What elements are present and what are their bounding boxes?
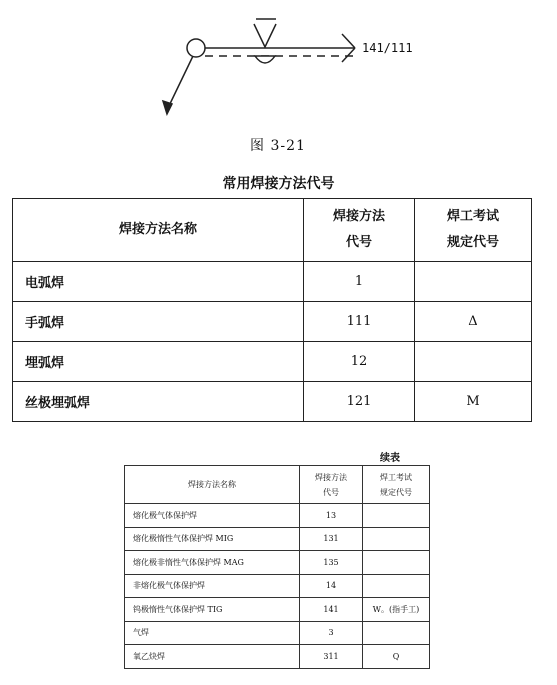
v-groove-symbol	[254, 24, 276, 47]
cell-code: 3	[300, 621, 363, 645]
all-around-circle	[187, 39, 205, 57]
table-row	[125, 598, 430, 622]
cell-code: 135	[300, 551, 363, 575]
header-line: 焊工考试	[446, 209, 499, 224]
table-row	[125, 621, 430, 645]
header-method-code	[300, 466, 363, 504]
cell-code: 311	[300, 645, 363, 669]
table-header-row	[13, 199, 532, 262]
cell-method: 埋弧焊	[13, 342, 304, 382]
header-line: 焊接方法	[332, 209, 385, 224]
header-line: 焊工考试	[380, 472, 412, 482]
figure-caption: 图 3-21	[250, 138, 306, 154]
header-line: 代号	[345, 235, 372, 250]
weld-symbol-drawing	[0, 0, 557, 130]
cell-exam-code: Q	[363, 645, 430, 669]
continued-label: 续表	[380, 453, 400, 464]
cell-exam-code	[363, 551, 430, 575]
table-row	[125, 527, 430, 551]
tail-upper	[342, 34, 355, 48]
table-row	[125, 574, 430, 598]
table-row	[13, 382, 532, 422]
cell-code: 12	[304, 342, 415, 382]
cell-method: 电弧焊	[13, 262, 304, 302]
arrowhead	[163, 101, 172, 114]
cell-method: 丝极埋弧焊	[13, 382, 304, 422]
cell-code: 141	[300, 598, 363, 622]
header-line: 规定代号	[446, 235, 499, 250]
cell-exam-code	[363, 527, 430, 551]
table-header-row	[125, 466, 430, 504]
cell-exam-code	[363, 574, 430, 598]
cell-code: 13	[300, 504, 363, 528]
cell-exam-code: M	[415, 382, 532, 422]
tail-lower	[342, 48, 355, 62]
cell-method: 熔化极惰性气体保护焊 MIG	[125, 527, 300, 551]
cell-method: 熔化极非惰性气体保护焊 MAG	[125, 551, 300, 575]
cell-code: 1	[304, 262, 415, 302]
arrow-leader-line	[167, 56, 193, 110]
header-line: 焊接方法	[315, 472, 347, 482]
welding-codes-table-continued	[124, 465, 430, 669]
table-row	[125, 551, 430, 575]
header-line: 规定代号	[380, 487, 412, 497]
process-number-label: 141/111	[362, 41, 413, 55]
cell-code: 14	[300, 574, 363, 598]
cell-exam-code: W。(指手工)	[363, 598, 430, 622]
cell-exam-code: Δ	[415, 302, 532, 342]
cell-method: 手弧焊	[13, 302, 304, 342]
cell-code: 111	[304, 302, 415, 342]
table-row	[13, 342, 532, 382]
cell-method: 钨极惰性气体保护焊 TIG	[125, 598, 300, 622]
header-method-code	[304, 199, 415, 262]
header-exam-code	[415, 199, 532, 262]
header-method-name: 焊接方法名称	[125, 466, 300, 504]
header-method-name: 焊接方法名称	[13, 199, 304, 262]
table-row	[13, 262, 532, 302]
cell-method: 氧乙炔焊	[125, 645, 300, 669]
table-row	[13, 302, 532, 342]
cell-code: 121	[304, 382, 415, 422]
cell-method: 熔化极气体保护焊	[125, 504, 300, 528]
table-row	[125, 645, 430, 669]
cell-code: 131	[300, 527, 363, 551]
cell-exam-code	[415, 342, 532, 382]
welding-codes-table	[12, 198, 532, 422]
header-line: 代号	[323, 487, 339, 497]
cell-method: 气焊	[125, 621, 300, 645]
cell-exam-code	[363, 621, 430, 645]
cell-exam-code	[415, 262, 532, 302]
cell-exam-code	[363, 504, 430, 528]
back-weld-symbol	[255, 56, 275, 63]
table-title: 常用焊接方法代号	[222, 176, 335, 192]
cell-method: 非熔化极气体保护焊	[125, 574, 300, 598]
table-row	[125, 504, 430, 528]
header-exam-code	[363, 466, 430, 504]
